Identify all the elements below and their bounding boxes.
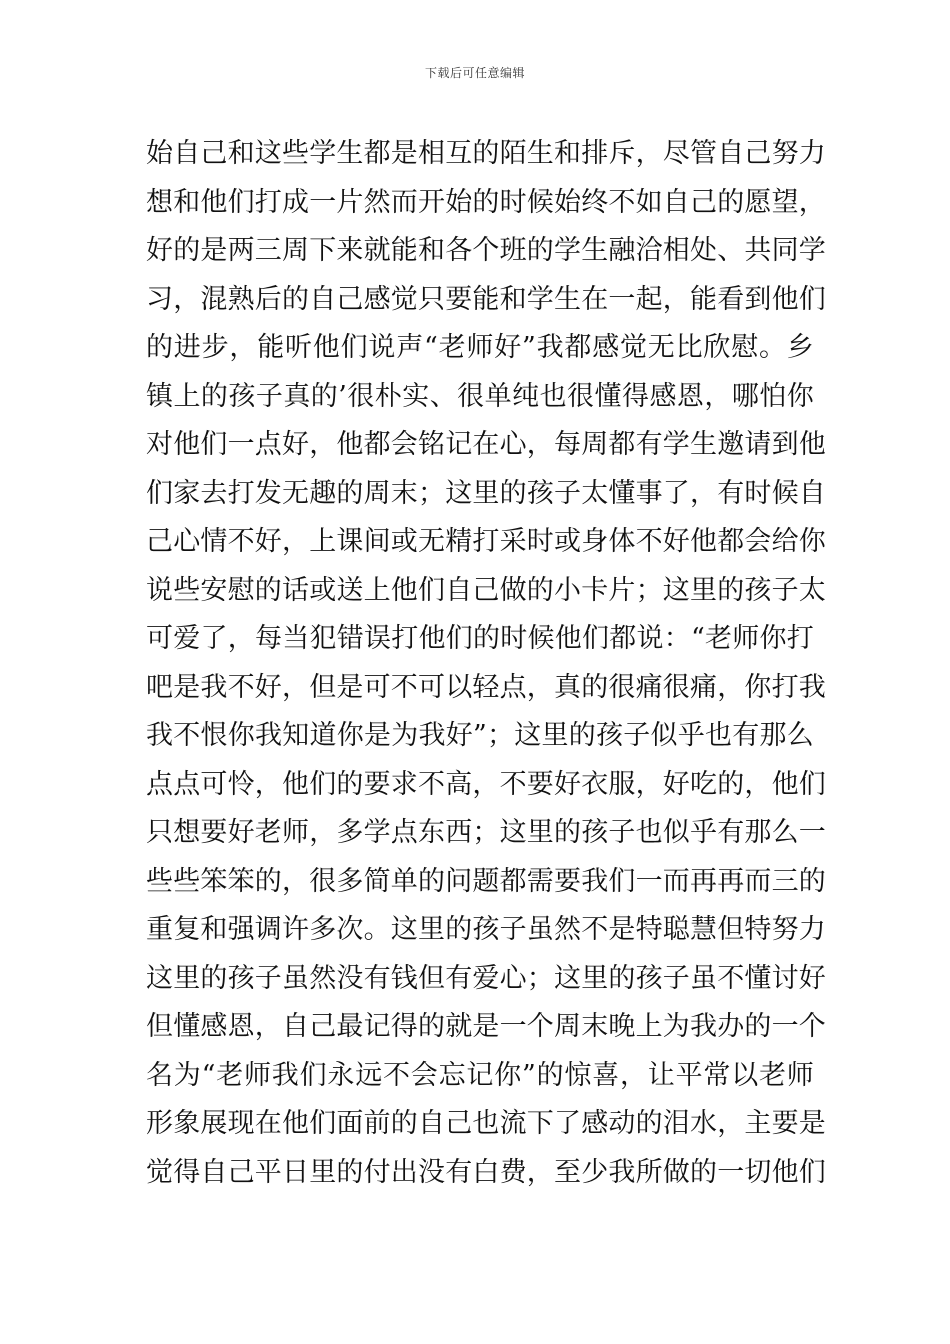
- text-line: 说些安慰的话或送上他们自己做的小卡片；这里的孩子太: [146, 574, 826, 606]
- text-line: 己心情不好，上课间或无精打采时或身体不好他都会给你: [146, 526, 826, 557]
- text-line: 镇上的孩子真的’很朴实、很单纯也很懂得感恩，哪怕你: [146, 380, 814, 412]
- text-line: 想和他们打成一片然而开始的时候始终不如自己的愿望，: [146, 186, 826, 218]
- text-line: 吧是我不好，但是可不可以轻点，真的很痛很痛，你打我: [146, 671, 826, 703]
- text-line: 的进步，能听他们说声“老师好”我都感觉无比欣慰。乡: [146, 332, 814, 363]
- text-line: 重复和强调许多次。这里的孩子虽然不是特聪慧但特努力: [146, 914, 826, 945]
- text-line: 但懂感恩，自己最记得的就是一个周末晚上为我办的一个: [146, 1011, 826, 1042]
- text-line: 们家去打发无趣的周末；这里的孩子太懂事了，有时候自: [146, 477, 826, 509]
- text-line: 名为“老师我们永远不会忘记你”的惊喜，让平常以老师: [146, 1059, 814, 1091]
- text-line: 好的是两三周下来就能和各个班的学生融洽相处、共同学: [146, 235, 826, 266]
- text-line: 形象展现在他们面前的自己也流下了感动的泪水，主要是: [146, 1108, 826, 1139]
- text-line: 点点可怜，他们的要求不高，不要好衣服，好吃的，他们: [146, 768, 826, 800]
- page-header: 下载后可任意编辑: [424, 66, 525, 80]
- text-line: 始自己和这些学生都是相互的陌生和排斥，尽管自己努力: [146, 138, 826, 169]
- text-line: 觉得自己平日里的付出没有白费，至少我所做的一切他们: [146, 1156, 826, 1188]
- text-line: 只想要好老师，多学点东西；这里的孩子也似乎有那么一: [146, 817, 826, 848]
- text-line: 些些笨笨的，很多简单的问题都需要我们一而再再而三的: [146, 865, 826, 897]
- document-body: [146, 130, 826, 1197]
- text-line: 可爱了，每当犯错误打他们的时候他们都说：“老师你打: [146, 623, 814, 654]
- text-line: 对他们一点好，他都会铭记在心，每周都有学生邀请到他: [146, 429, 826, 460]
- text-line: 习，混熟后的自己感觉只要能和学生在一起，能看到他们: [146, 283, 826, 315]
- text-line: 我不恨你我知道你是为我好”；这里的孩子似乎也有那么: [146, 720, 814, 751]
- text-line: 这里的孩子虽然没有钱但有爱心；这里的孩子虽不懂讨好: [146, 962, 826, 994]
